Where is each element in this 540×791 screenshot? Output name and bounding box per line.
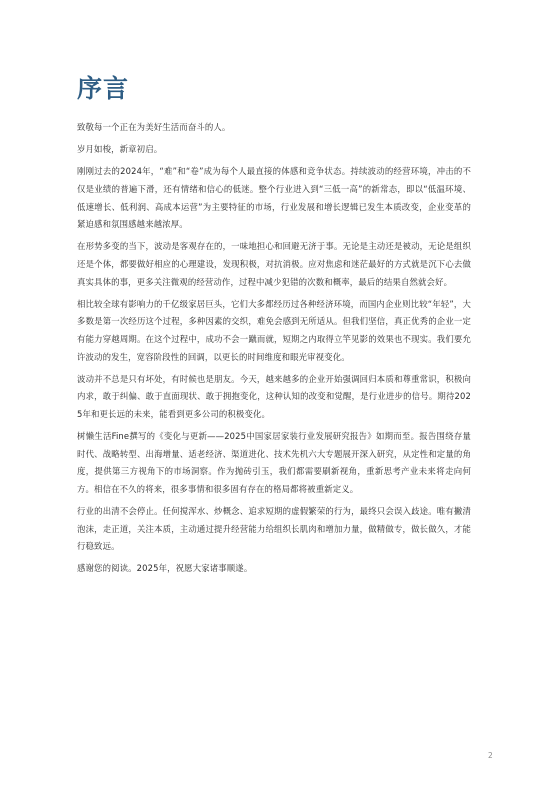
paragraph-thanks: 感谢您的阅读。2025年，祝愿大家诸事顺遂。 bbox=[77, 563, 253, 574]
page-title: 序言 bbox=[77, 74, 130, 103]
paragraph-awakening: 波动并不总是只有坏处，有时候也是朋友。今天，越来越多的企业开始强调回归本质和尊重常识，积极向内求，敢于纠偏、敢于直面现状、敢于拥抱变化，这种认知的改变和觉醒，是行业进步的信号。期待2025年和更长远的未来，能看到更多公司的积极变化。 bbox=[77, 373, 471, 419]
paragraph-dedication: 致敬每一个正在为美好生活而奋斗的人。 bbox=[77, 122, 231, 132]
paragraph-industry-clearing: 行业的出清不会停止。任何搅浑水、炒概念、追求短期的虚假繁荣的行为，最终只会误入歧途。唯有撇清泡沫，走正道，关注本质，主动通过提升经营能力给组织长肌肉和增加力量，做精做专，做长做久，才能行稳致远。 bbox=[77, 506, 471, 552]
paragraph-global-comparison: 相比较全球有影响力的千亿级家居巨头，它们大多都经历过各种经济环境，而国内企业则比较“年轻”，大多数是第一次经历这个过程，多种因素的交织，难免会感到无所适从。但我们坚信，真正优秀的企业一定有能力穿越周期。在这个过程中，成功不会一蹴而就，短期之内取得立竿见影的效果也不现实。我们要允许波动的发生，宽容阶段性的回调，以更长的时间维度和眼光审视变化。 bbox=[77, 298, 471, 362]
preface-body bbox=[77, 119, 471, 583]
page-number: 2 bbox=[488, 751, 493, 760]
paragraph-report-intro: 树懒生活Fine撰写的《变化与更新——2025中国家居家装行业发展研究报告》如期而至。报告围绕存量时代、战略转型、出海增量、适老经济、渠道进化、技术先机六大专题展开深入研究，从定性和定量的角度，提供第三方视角下的市场洞察。作为抛砖引玉，我们都需要刷新视角，重新思考产业未来将走向何方。相信在不久的将来，很多事情和很多固有存在的格局都将被重新定义。 bbox=[77, 431, 471, 494]
paragraph-volatility: 在形势多变的当下，波动是客观存在的，一味地担心和回避无济于事。无论是主动还是被动，无论是组织还是个体，都要做好相应的心理建设，发现积极，对抗消极。应对焦虑和迷茫最好的方式就是沉下心去做真实具体的事，更多关注微观的经营动作，过程中减少犯错的次数和概率，最后的结果自然就会好。 bbox=[77, 241, 471, 287]
paragraph-opening: 岁月如梭，新章初启。 bbox=[77, 144, 163, 155]
paragraph-2024-review: 刚刚过去的2024年，“难”和“卷”成为每个人最直接的体感和竞争状态。持续波动的经营环境，冲击的不仅是业绩的普遍下滑，还有情绪和信心的低迷。整个行业进入到“三低一高”的新常态，即以“低温环境、低速增长、低利润、高成本运营”为主要特征的市场，行业发展和增长逻辑已发生本质改变，企业变革的紧迫感和氛围感越来越浓厚。 bbox=[77, 166, 471, 230]
